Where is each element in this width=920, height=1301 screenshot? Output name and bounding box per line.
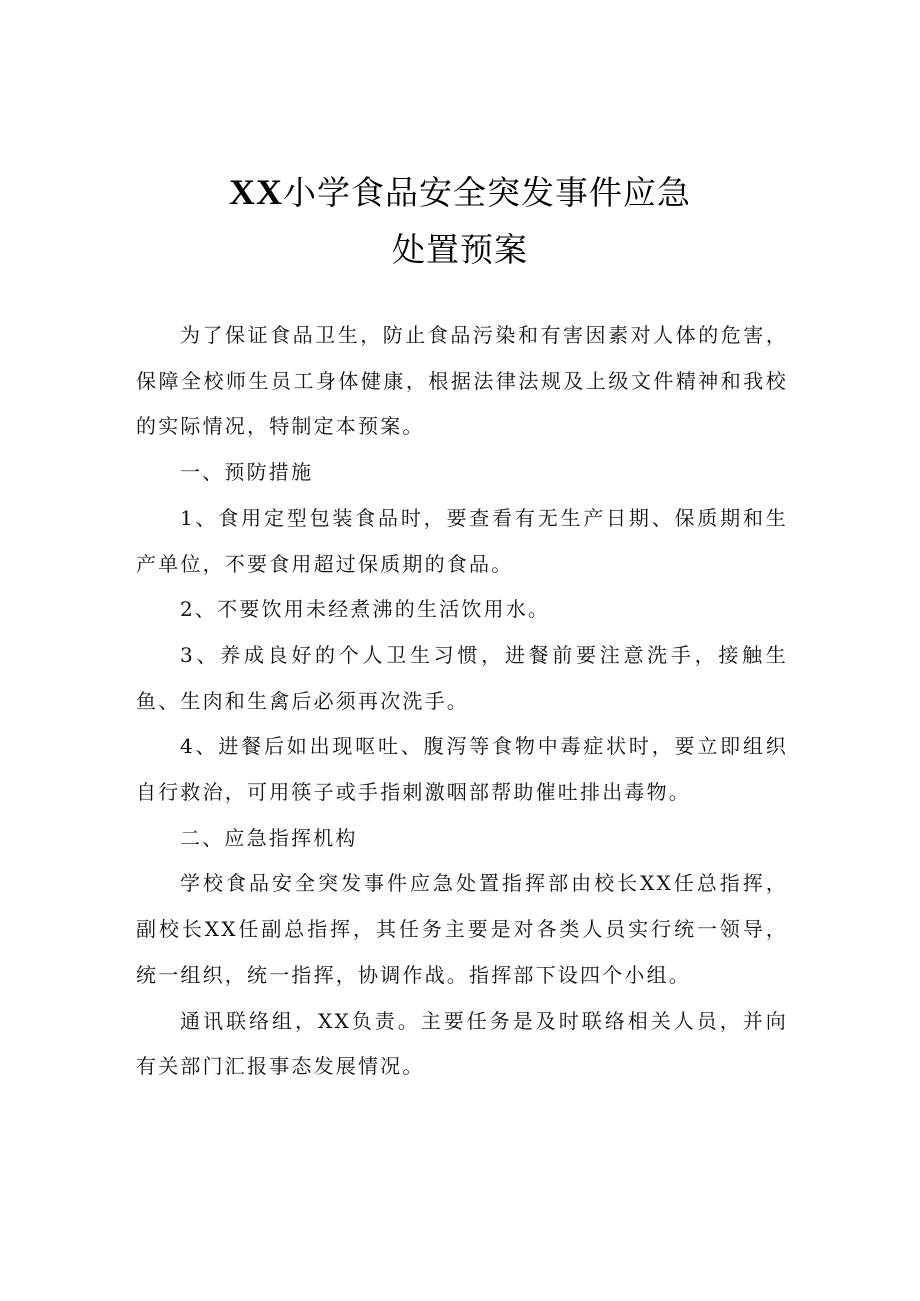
title-line-1-text: 小学食品安全突发事件应急 [283,173,691,212]
section-heading-command: 二、应急指挥机构 [180,825,358,850]
paragraph-item-3: 3、养成良好的个人卫生习惯，进餐前要注意洗手，接触生鱼、生肉和生禽后必须再次洗手。 [136,642,788,713]
paragraph-command-structure: 学校食品安全突发事件应急处置指挥部由校长XX任总指挥，副校长XX任副总指挥，其任务主要是对各类人员实行统一领导，统一组织，统一指挥，协调作战。指挥部下设四个小组。 [136,871,788,987]
paragraph-communication-group: 通讯联络组，XX负责。主要任务是及时联络相关人员，并向有关部门汇报事态发展情况。 [136,1008,788,1079]
paragraph-item-1: 1、食用定型包装食品时，要查看有无生产日期、保质期和生产单位，不要食用超过保质期的食品。 [136,505,788,576]
paragraph-intro: 为了保证食品卫生，防止食品污染和有害因素对人体的危害，保障全校师生员工身体健康，根据法律法规及上级文件精神和我校的实际情况，特制定本预案。 [136,323,788,439]
paragraph-item-2: 2、不要饮用未经煮沸的生活饮用水。 [180,597,551,622]
paragraph-item-4: 4、进餐后如出现呕吐、腹泻等食物中毒症状时，要立即组织自行救治，可用筷子或手指刺激咽部帮助催吐排出毒物。 [136,734,788,805]
section-heading-prevention: 一、预防措施 [180,460,314,485]
document-title-line-1 [0,172,920,213]
document-body [136,313,788,1090]
title-prefix: XX [229,172,283,212]
document-title-line-2: 处置预案 [392,230,528,269]
